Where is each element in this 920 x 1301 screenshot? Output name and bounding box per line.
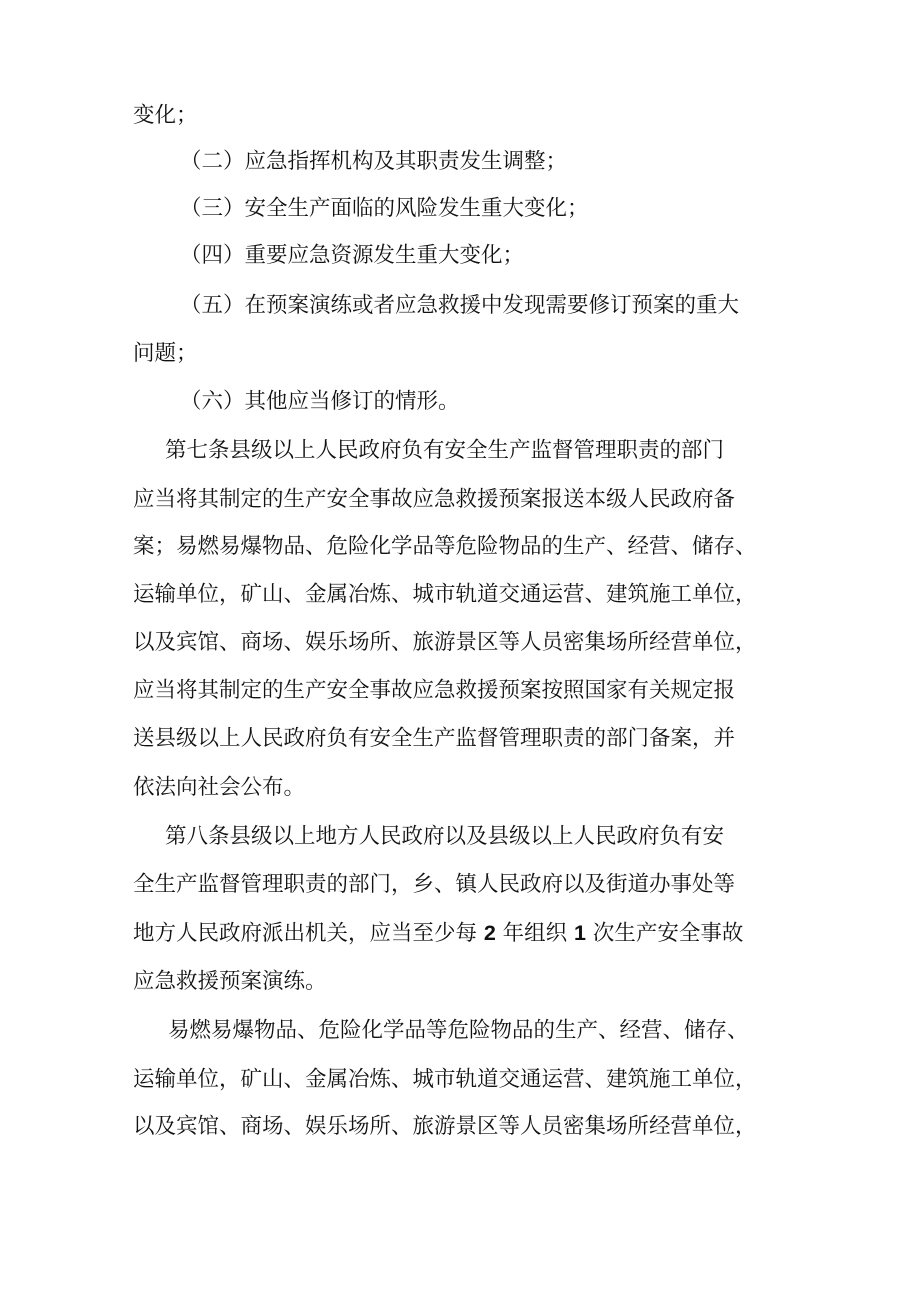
article-8-line: 第八条县级以上地方人民政府以及县级以上人民政府负有安 [165, 824, 725, 849]
text-line: 应急救援预案演练。 [133, 969, 327, 994]
text-segment: 次生产安全事故 [592, 921, 744, 946]
text-line: 运输单位，矿山、金属冶炼、城市轨道交通运营、建筑施工单位， [133, 1067, 757, 1092]
text-line: 依法向社会公布。 [133, 775, 306, 800]
text-line: 问题； [133, 341, 198, 366]
text-line: 案；易燃易爆物品、危险化学品等危险物品的生产、经营、储存、 [133, 534, 757, 559]
list-item-6: （六）其他应当修订的情形。 [180, 389, 460, 414]
text-segment: 年组织 [502, 921, 568, 946]
list-item-2: （二）应急指挥机构及其职责发生调整； [180, 149, 568, 174]
list-item-4: （四）重要应急资源发生重大变化； [180, 243, 525, 268]
text-line: 以及宾馆、商场、娱乐场所、旅游景区等人员密集场所经营单位， [133, 630, 757, 655]
list-item-5: （五）在预案演练或者应急救援中发现需要修订预案的重大 [180, 293, 740, 318]
list-item-3: （三）安全生产面临的风险发生重大变化； [180, 196, 589, 221]
number-2: 2 [483, 921, 496, 945]
text-line: 送县级以上人民政府负有安全生产监督管理职责的部门备案，并 [133, 726, 736, 751]
text-segment: 地方人民政府派出机关，应当至少每 [133, 921, 478, 946]
number-1: 1 [574, 921, 586, 945]
article-7-line: 第七条县级以上人民政府负有安全生产监督管理职责的部门 [165, 438, 725, 463]
text-line: 全生产监督管理职责的部门，乡、镇人民政府以及街道办事处等 [133, 872, 736, 897]
text-line: 应当将其制定的生产安全事故应急救援预案按照国家有关规定报 [133, 678, 736, 703]
text-line: 易燃易爆物品、危险化学品等危险物品的生产、经营、储存、 [168, 1018, 749, 1043]
text-line: 变化； [133, 103, 198, 128]
text-line: 以及宾馆、商场、娱乐场所、旅游景区等人员密集场所经营单位， [133, 1114, 757, 1139]
text-line: 运输单位，矿山、金属冶炼、城市轨道交通运营、建筑施工单位， [133, 582, 757, 607]
text-line [133, 918, 743, 948]
text-line: 应当将其制定的生产安全事故应急救援预案报送本级人民政府备 [133, 487, 736, 512]
